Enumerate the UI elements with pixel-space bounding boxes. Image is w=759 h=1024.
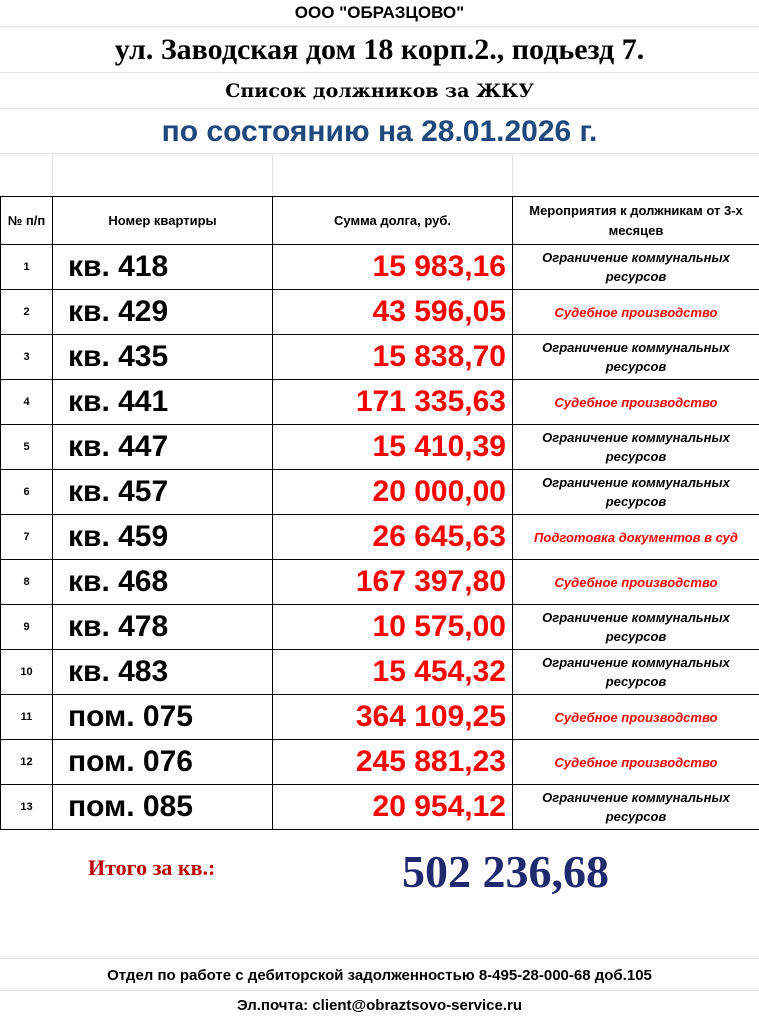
debt-measure: Судебное производство — [513, 560, 759, 605]
grid-line — [0, 958, 759, 959]
apartment-number: кв. 441 — [53, 380, 273, 425]
apartment-number: кв. 483 — [53, 650, 273, 695]
debt-amount: 15 410,39 — [273, 425, 513, 470]
debt-measure: Судебное производство — [513, 695, 759, 740]
grid-line — [512, 153, 513, 196]
grid-line — [0, 990, 759, 991]
row-number: 12 — [1, 740, 53, 785]
building-address: ул. Заводская дом 18 корп.2., подьезд 7. — [114, 33, 645, 66]
debt-measure: Ограничение коммунальных ресурсов — [513, 785, 759, 830]
debt-amount: 20 954,12 — [273, 785, 513, 830]
row-number: 4 — [1, 380, 53, 425]
debt-amount: 167 397,80 — [273, 560, 513, 605]
debt-amount: 245 881,23 — [273, 740, 513, 785]
apartment-number: кв. 457 — [53, 470, 273, 515]
apartment-number: кв. 468 — [53, 560, 273, 605]
table-row — [1, 740, 759, 785]
total-value: 502 236,68 — [402, 846, 609, 897]
debt-measure: Судебное производство — [513, 290, 759, 335]
grid-line — [0, 108, 759, 109]
table-row — [1, 380, 759, 425]
column-header-number: № п/п — [1, 197, 53, 245]
debt-amount: 43 596,05 — [273, 290, 513, 335]
total-label: Итого за кв.: — [88, 855, 216, 880]
row-number: 10 — [1, 650, 53, 695]
debt-measure: Ограничение коммунальных ресурсов — [513, 605, 759, 650]
debt-amount: 15 838,70 — [273, 335, 513, 380]
debt-amount: 15 983,16 — [273, 245, 513, 290]
apartment-number: кв. 435 — [53, 335, 273, 380]
table-row — [1, 695, 759, 740]
row-number: 6 — [1, 470, 53, 515]
column-header-apartment: Номер квартиры — [53, 197, 273, 245]
debt-amount: 364 109,25 — [273, 695, 513, 740]
column-header-measures: Мероприятия к должникам от 3-х месяцев — [513, 197, 759, 245]
row-number: 2 — [1, 290, 53, 335]
table-row — [1, 470, 759, 515]
apartment-number: пом. 075 — [53, 695, 273, 740]
row-number: 8 — [1, 560, 53, 605]
grid-line — [272, 153, 273, 196]
table-row — [1, 425, 759, 470]
as-of-date: по состоянию на 28.01.2026 г. — [161, 115, 598, 148]
grid-line — [0, 153, 759, 154]
debt-measure: Ограничение коммунальных ресурсов — [513, 425, 759, 470]
debt-measure: Ограничение коммунальных ресурсов — [513, 650, 759, 695]
row-number: 7 — [1, 515, 53, 560]
apartment-number: кв. 478 — [53, 605, 273, 650]
table-row — [1, 245, 759, 290]
table-row — [1, 560, 759, 605]
debt-amount: 15 454,32 — [273, 650, 513, 695]
table-row — [1, 785, 759, 830]
row-number: 5 — [1, 425, 53, 470]
row-number: 3 — [1, 335, 53, 380]
apartment-number: кв. 459 — [53, 515, 273, 560]
table-row — [1, 335, 759, 380]
table-header-row — [1, 197, 759, 245]
debt-measure: Судебное производство — [513, 380, 759, 425]
apartment-number: пом. 076 — [53, 740, 273, 785]
debt-amount: 20 000,00 — [273, 470, 513, 515]
grid-line — [0, 26, 759, 27]
column-header-debt-sum: Сумма долга, руб. — [273, 197, 513, 245]
debt-measure: Ограничение коммунальных ресурсов — [513, 245, 759, 290]
debt-amount: 26 645,63 — [273, 515, 513, 560]
apartment-number: кв. 418 — [53, 245, 273, 290]
apartment-number: кв. 429 — [53, 290, 273, 335]
grid-line — [52, 153, 53, 196]
document-subtitle: Список должников за ЖКУ — [225, 80, 534, 102]
grid-line — [0, 72, 759, 73]
debt-amount: 10 575,00 — [273, 605, 513, 650]
table-row — [1, 650, 759, 695]
debt-amount: 171 335,63 — [273, 380, 513, 425]
debt-measure: Ограничение коммунальных ресурсов — [513, 470, 759, 515]
table-row — [1, 290, 759, 335]
row-number: 9 — [1, 605, 53, 650]
apartment-number: кв. 447 — [53, 425, 273, 470]
table-row — [1, 515, 759, 560]
row-number: 11 — [1, 695, 53, 740]
debt-measure: Ограничение коммунальных ресурсов — [513, 335, 759, 380]
apartment-number: пом. 085 — [53, 785, 273, 830]
table-body — [1, 245, 759, 830]
row-number: 1 — [1, 245, 53, 290]
contact-department: Отдел по работе с дебиторской задолженностью 8-495-28-000-68 доб.105 — [107, 967, 652, 984]
company-name: ООО "ОБРАЗЦОВО" — [294, 3, 465, 22]
contact-email: Эл.почта: client@obraztsovo-service.ru — [236, 997, 523, 1014]
debt-measure: Подготовка документов в суд — [513, 515, 759, 560]
row-number: 13 — [1, 785, 53, 830]
debtors-table — [0, 196, 759, 830]
debt-measure: Судебное производство — [513, 740, 759, 785]
table-row — [1, 605, 759, 650]
